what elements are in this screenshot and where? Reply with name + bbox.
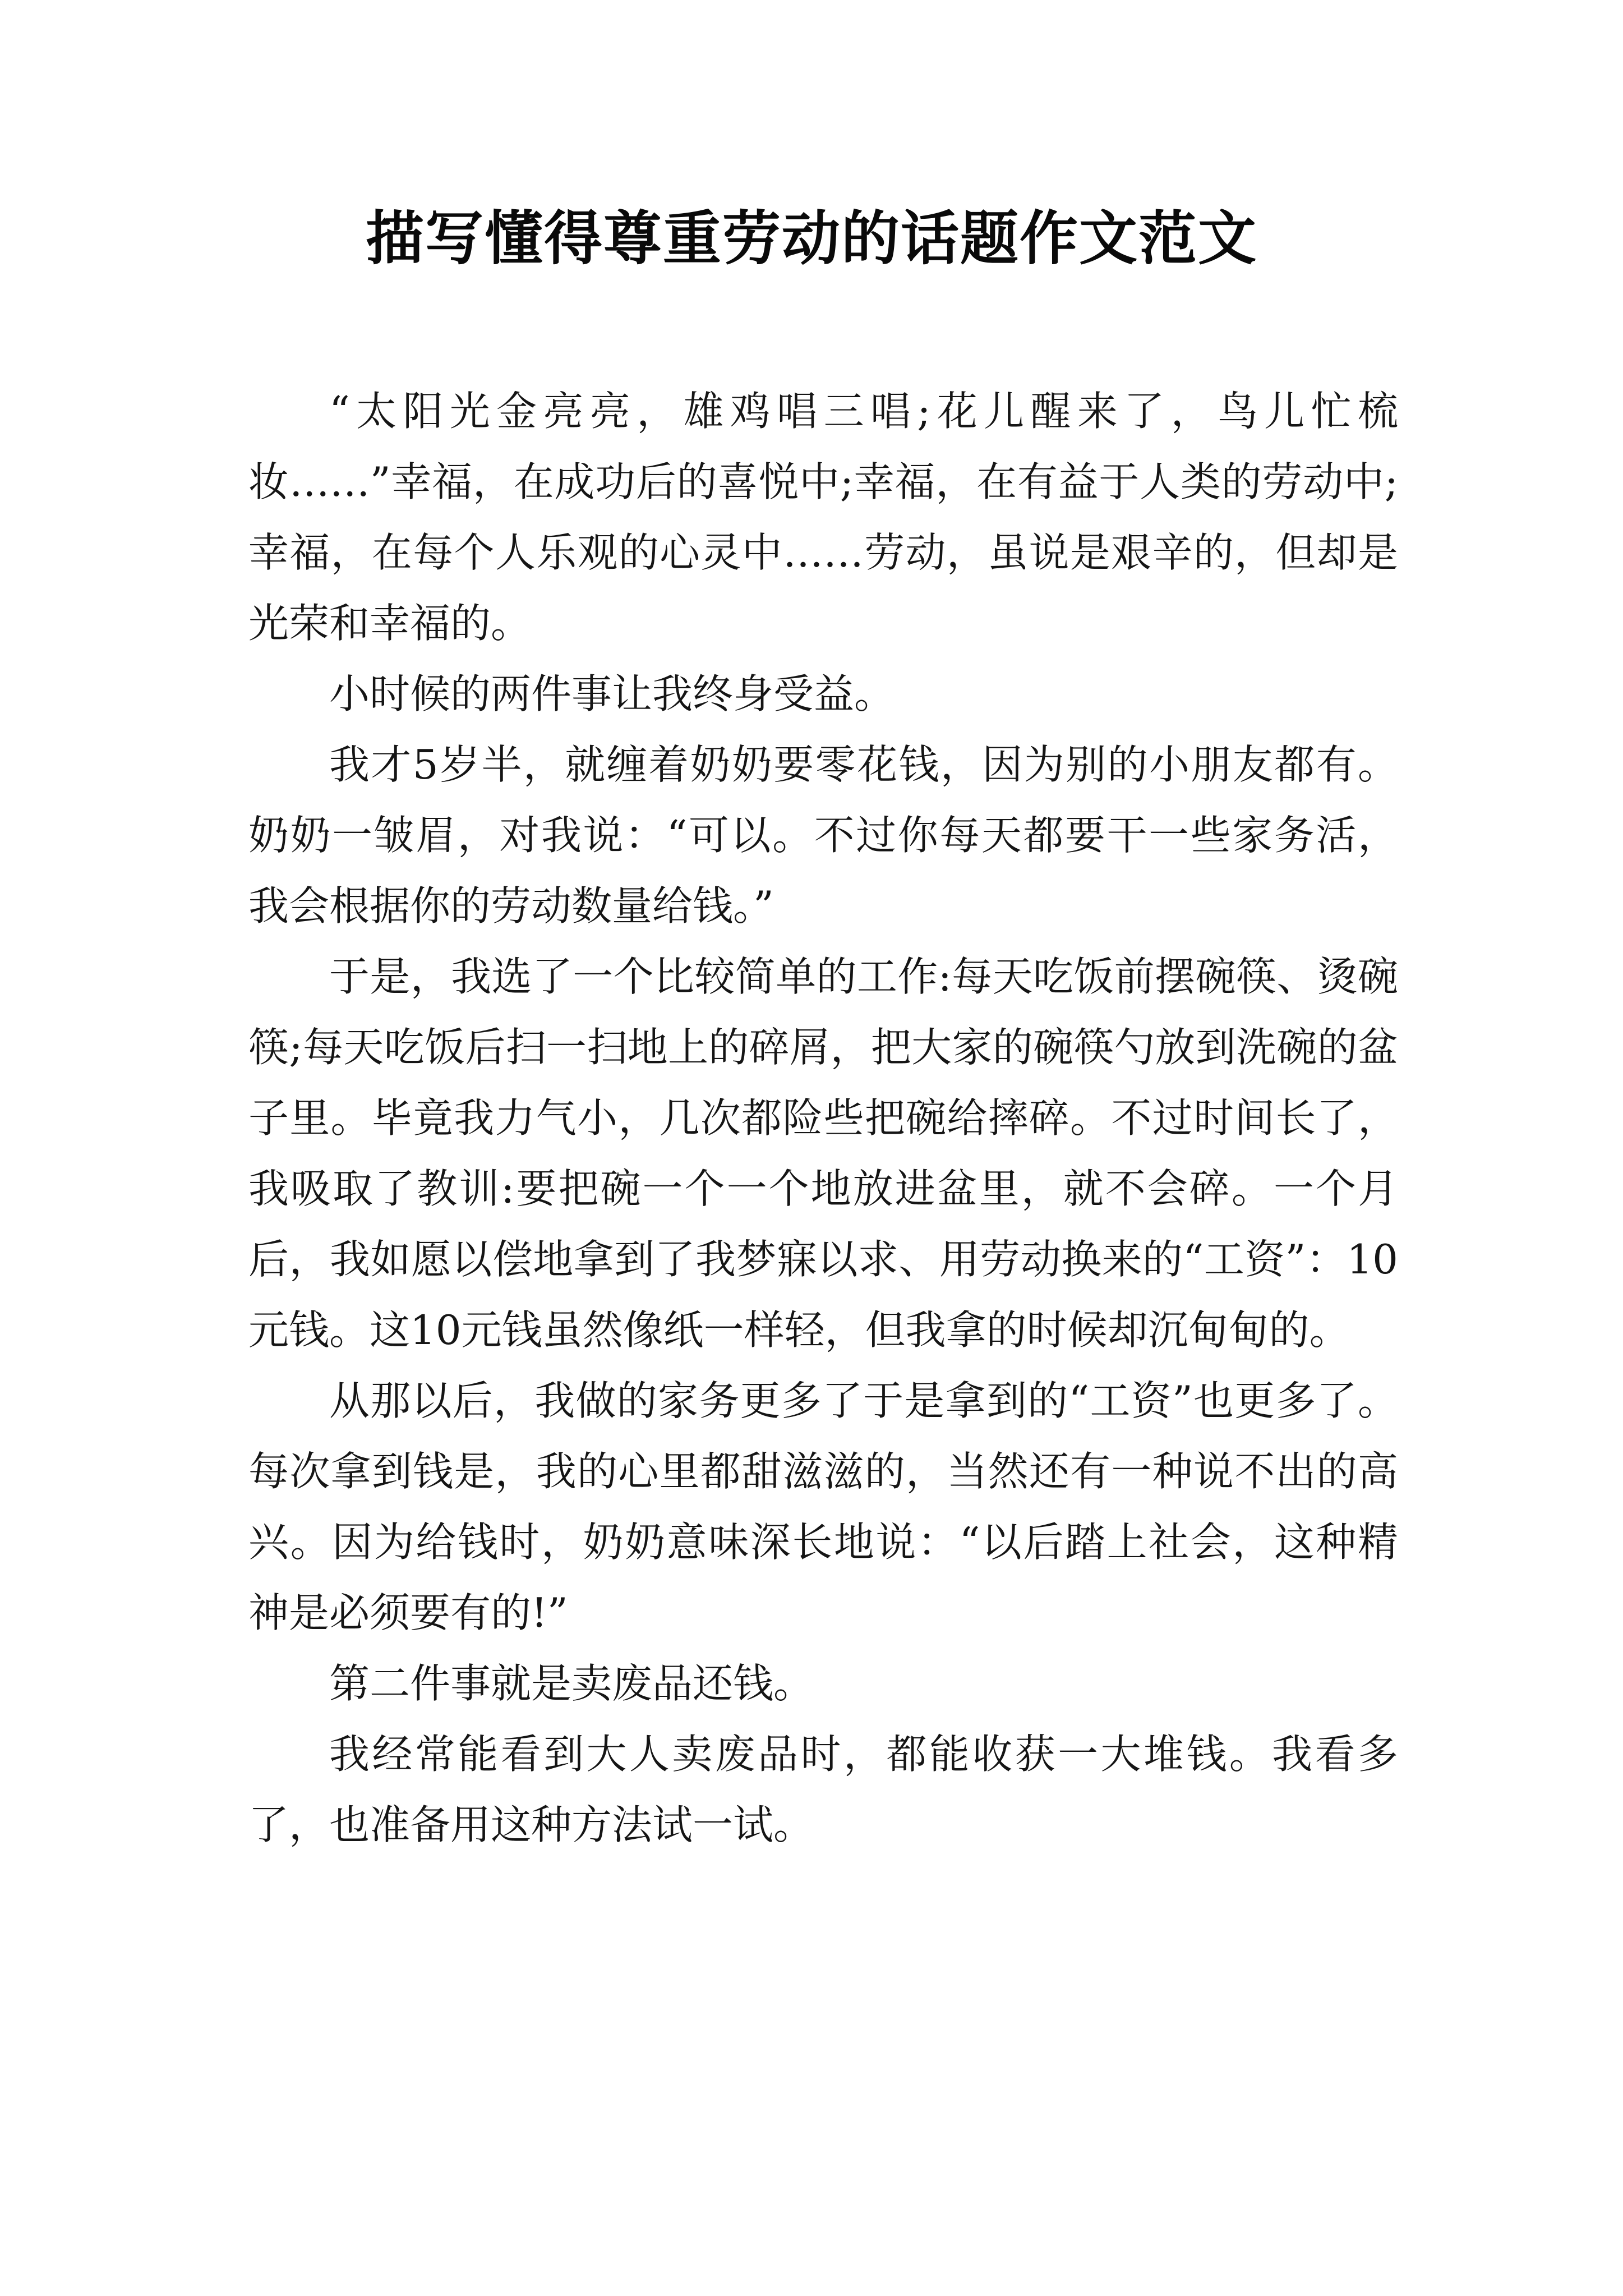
paragraph: 我才5岁半，就缠着奶奶要零花钱，因为别的小朋友都有。奶奶一皱眉，对我说：“可以。不过你每天都要干一些家务活，我会根据你的劳动数量给钱。” (248, 741, 1398, 930)
paragraph: 我经常能看到大人卖废品时，都能收获一大堆钱。我看多了，也准备用这种方法试一试。 (248, 1731, 1398, 1848)
paragraph: 第二件事就是卖废品还钱。 (329, 1660, 814, 1707)
paragraph: 从那以后，我做的家务更多了于是拿到的“工资”也更多了。每次拿到钱是，我的心里都甜滋滋的，当然还有一种说不出的高兴。因为给钱时，奶奶意味深长地说：“以后踏上社会，这种精神是必须要有的!” (248, 1377, 1398, 1636)
paragraph: 于是，我选了一个比较简单的工作:每天吃饭前摆碗筷、烫碗筷;每天吃饭后扫一扫地上的碎屑，把大家的碗筷勺放到洗碗的盆子里。毕竟我力气小，几次都险些把碗给摔碎。不过时间长了，我吸取了教训:要把碗一个一个地放进盆里，就不会碎。一个月后，我如愿以偿地拿到了我梦寐以求、用劳动换来的“工资”：10元钱。这10元钱虽然像纸一样轻，但我拿的时候却沉甸甸的。 (248, 953, 1398, 1354)
paragraph: 小时候的两件事让我终身受益。 (329, 670, 895, 717)
document-title: 描写懂得尊重劳动的话题作文范文 (365, 204, 1257, 273)
document-body (248, 376, 1398, 1860)
paragraph: “太阳光金亮亮，雄鸡唱三唱;花儿醒来了，鸟儿忙梳妆……”幸福，在成功后的喜悦中;幸福，在有益于人类的劳动中;幸福，在每个人乐观的心灵中……劳动，虽说是艰辛的，但却是光荣和幸福的。 (248, 388, 1398, 647)
